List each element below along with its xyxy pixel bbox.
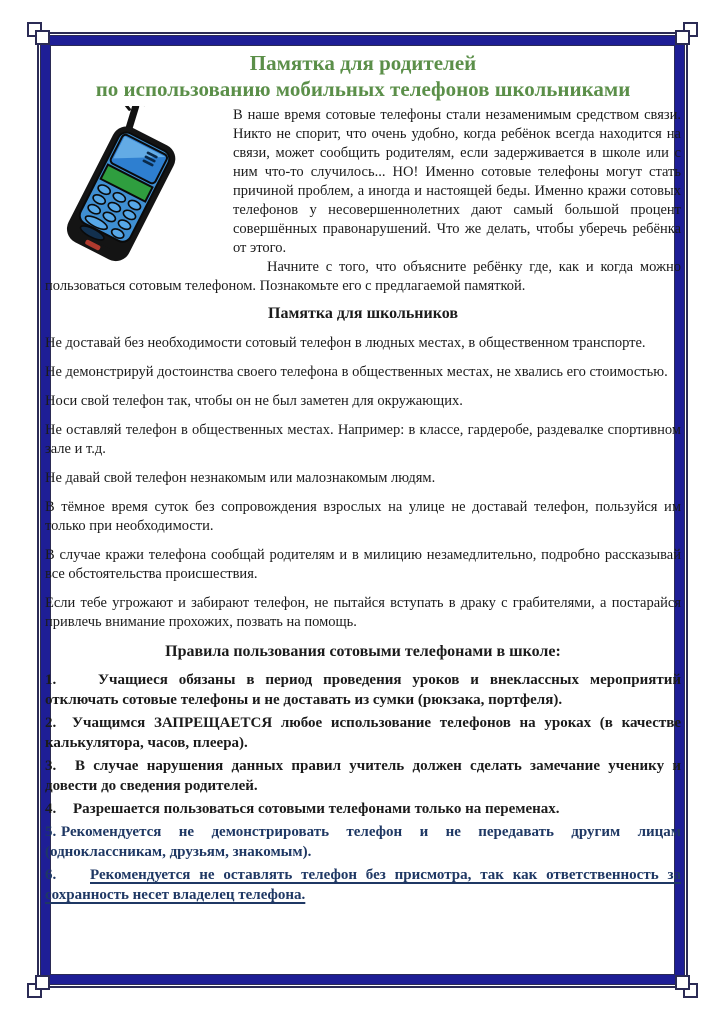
rule-item-2: [45, 713, 681, 753]
border-corner-ornament: [27, 968, 57, 998]
border-corner-ornament: [668, 968, 698, 998]
document-title: [45, 50, 681, 102]
rules-section-heading: Правила пользования сотовыми телефонами в школе:: [165, 643, 561, 660]
document-page: [45, 50, 681, 908]
memo-item: Не давай свой телефон незнакомым или малознакомым людям.: [45, 470, 436, 486]
rule-text: Разрешается пользоваться сотовыми телефонами только на переменах.: [73, 801, 560, 817]
intro-text-1: В наше время сотовые телефоны стали незаменимым средством связи. Никто не спорит, что очень удобно, когда ребёнок всегда находится на связи, может сообщить родителям, если задерживается в школе или с ним что-то случилось... НО! Именно сотовые телефоны могут стать причиной проблем, а иногда и настоящей беды. Именно кражи сотовых телефонов у несовершеннолетних дают самый большой процент совершённых правонарушений. Что же делать, чтобы уберечь ребёнка от этого.: [233, 107, 681, 256]
mobile-phone-icon: [45, 106, 241, 266]
rule-item-5: [45, 822, 681, 862]
rule-number: 1.: [45, 672, 57, 688]
rule-item-1: [45, 670, 681, 710]
border-corner-ornament: [27, 22, 57, 52]
memo-item: Не доставай без необходимости сотовый телефон в людных местах, в общественном транспорте.: [45, 335, 646, 351]
memo-section-heading: Памятка для школьников: [268, 305, 458, 322]
memo-item: В случае кражи телефона сообщай родителям и в милицию незамедлительно, подробно рассказывай все обстоятельства происшествия.: [45, 547, 681, 582]
memo-item: В тёмное время суток без сопровождения взрослых на улице не доставай телефон, пользуйся им только при необходимости.: [45, 499, 681, 534]
memo-item: Не оставляй телефон в общественных местах. Например: в классе, гардеробе, раздевалке спортивном зале и т.д.: [45, 422, 681, 457]
rule-text: В случае нарушения данных правил учитель должен сделать замечание ученику и довести до сведения родителей.: [45, 758, 681, 794]
rule-text: Учащиеся обязаны в период проведения уроков и внеклассных мероприятий отключать сотовые телефоны и не доставать из сумки (рюкзака, портфеля).: [45, 672, 681, 708]
rule-item-4: [45, 799, 681, 819]
memo-item: Носи свой телефон так, чтобы он не был заметен для окружающих.: [45, 393, 463, 409]
rule-item-6: [45, 865, 681, 905]
rule-text: Рекомендуется не демонстрировать телефон и не передавать другим лицам (одноклассникам, друзьям, знакомым).: [45, 824, 681, 860]
rule-text: Рекомендуется не оставлять телефон без присмотра, так как ответственность за сохранность несет владелец телефона.: [45, 867, 681, 903]
rule-number: 6.: [45, 867, 57, 883]
rule-number: 3.: [45, 758, 57, 774]
rule-text: Учащимся ЗАПРЕЩАЕТСЯ любое использование телефонов на уроках (в качестве калькулятора, часов, плеера).: [45, 715, 681, 751]
rule-number: 4.: [45, 801, 57, 817]
memo-item: Не демонстрируй достоинства своего телефона в общественных местах, не хвались его стоимостью.: [45, 364, 668, 380]
border-corner-ornament: [668, 22, 698, 52]
intro-text-2: Начните с того, что объясните ребёнку где, как и когда можно пользоваться сотовым телефоном. Познакомьте его с предлагаемой памяткой.: [45, 259, 681, 294]
document-title-line1: Памятка для родителей: [249, 51, 477, 75]
rule-number: 5.: [45, 824, 57, 840]
memo-item: Если тебе угрожают и забирают телефон, не пытайся вступать в драку с грабителями, а постарайся привлечь внимание прохожих, позвать на помощь.: [45, 595, 681, 630]
rule-number: 2.: [45, 715, 57, 731]
intro-paragraph-1: [45, 106, 681, 258]
document-title-line2: по использованию мобильных телефонов школьниками: [95, 77, 631, 101]
rule-item-3: [45, 756, 681, 796]
